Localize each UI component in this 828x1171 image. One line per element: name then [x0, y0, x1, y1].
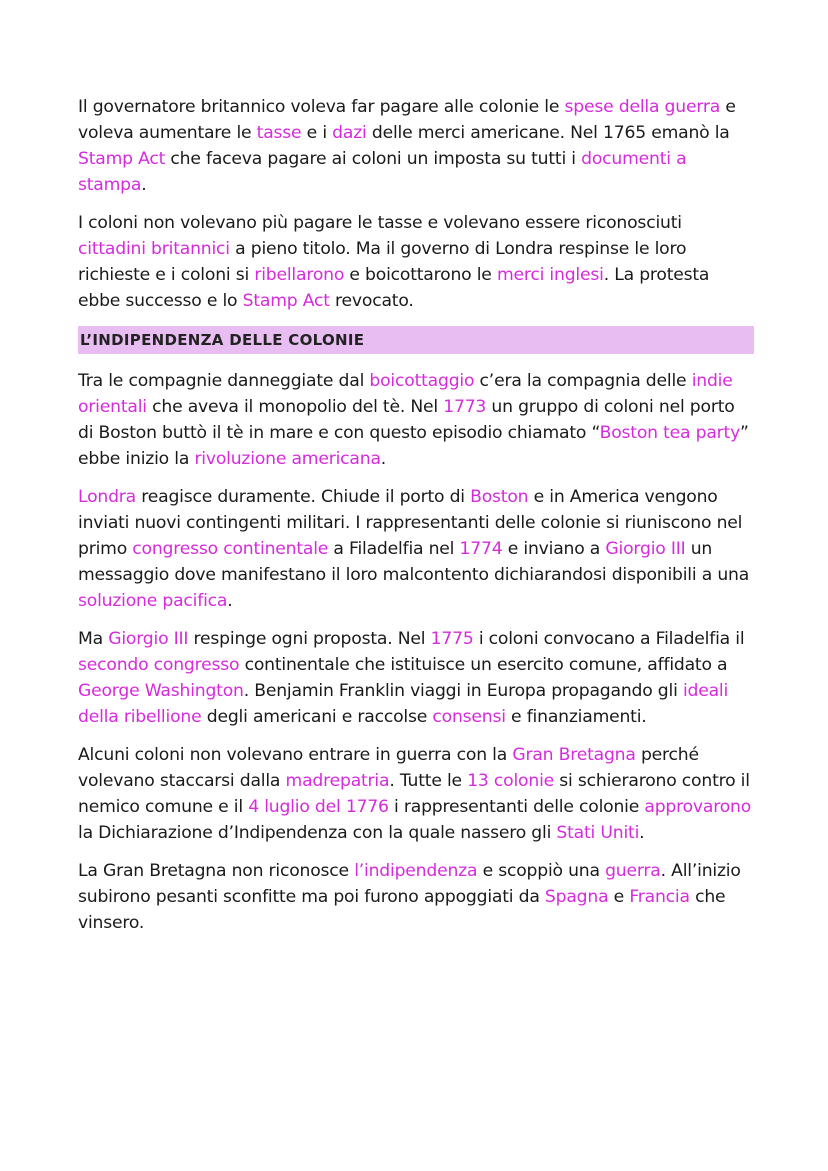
text-segment: . La protesta ebbe successo e lo [78, 265, 710, 311]
highlighted-term: consensi [432, 707, 506, 727]
highlighted-term: tasse [256, 123, 302, 143]
highlighted-term: Stati Uniti [556, 823, 640, 843]
text-segment: che aveva il monopolio del tè. Nel [146, 397, 444, 417]
highlighted-term: spese della guerra [564, 97, 721, 117]
highlighted-term: l’indipendenza [354, 861, 478, 881]
text-segment: c’era la compagnia delle [474, 371, 692, 391]
highlighted-term: Giorgio III [605, 539, 686, 559]
text-segment: . Tutte le [389, 771, 468, 791]
paragraph-dichiarazione [78, 742, 754, 846]
text-segment: Tra le compagnie danneggiate dal [78, 371, 370, 391]
text-segment: Il governatore britannico voleva far pagare alle colonie le [78, 97, 565, 117]
highlighted-term: cittadini britannici [78, 239, 230, 259]
text-segment: i coloni convocano a Filadelfia il [473, 629, 745, 649]
highlighted-term: Londra [78, 487, 136, 507]
paragraph-guerra [78, 858, 754, 936]
text-segment: e scoppiò una [477, 861, 606, 881]
highlighted-term: secondo congresso [78, 655, 240, 675]
highlighted-term: ribellarono [254, 265, 345, 285]
highlighted-term: documenti a stampa [78, 149, 687, 195]
text-segment: I coloni non volevano più pagare le tasse e volevano essere riconosciuti [78, 213, 682, 233]
text-segment: . [380, 449, 387, 469]
text-segment: perché volevano staccarsi dalla [78, 745, 699, 791]
document-page [78, 94, 754, 948]
highlighted-term: approvarono [644, 797, 752, 817]
text-segment: i rappresentanti delle colonie [388, 797, 645, 817]
paragraph-boston-tea-party [78, 368, 754, 472]
paragraph-coloni-ribellione [78, 210, 754, 314]
text-segment: Alcuni coloni non volevano entrare in guerra con la [78, 745, 513, 765]
paragraph-secondo-congresso [78, 626, 754, 730]
text-segment: . [141, 175, 147, 195]
text-segment: la Dichiarazione d’Indipendenza con la quale nassero gli [78, 823, 557, 843]
text-segment: degli americani e raccolse [201, 707, 433, 727]
text-segment: delle merci americane. Nel 1765 emanò la [366, 123, 730, 143]
text-segment: si schierarono contro il nemico comune e il [78, 771, 750, 817]
highlighted-term: soluzione pacifica [78, 591, 228, 611]
text-segment: e finanziamenti. [505, 707, 647, 727]
highlighted-term: rivoluzione americana [194, 449, 381, 469]
highlighted-term: Boston [470, 487, 529, 507]
highlighted-term: 1773 [443, 397, 487, 417]
text-segment: un messaggio dove manifestano il loro malcontento dichiarandosi disponibili a una [78, 539, 750, 585]
text-segment: Ma [78, 629, 109, 649]
highlighted-term: Francia [629, 887, 690, 907]
highlighted-term: George Washington [78, 681, 244, 701]
highlighted-term: indie orientali [78, 371, 733, 417]
highlighted-term: boicottaggio [369, 371, 475, 391]
paragraph-stamp-act [78, 94, 754, 198]
paragraph-primo-congresso [78, 484, 754, 614]
highlighted-term: Stamp Act [242, 291, 330, 311]
highlighted-term: Giorgio III [108, 629, 189, 649]
highlighted-term: Spagna [544, 887, 609, 907]
text-segment: La Gran Bretagna non riconosce [78, 861, 355, 881]
highlighted-term: 13 colonie [467, 771, 555, 791]
highlighted-term: congresso continentale [132, 539, 329, 559]
highlighted-term: madrepatria [285, 771, 390, 791]
text-segment: e in America vengono inviati nuovi contingenti militari. I rappresentanti delle colonie si riuniscono nel primo [78, 487, 743, 559]
text-segment: e inviano a [502, 539, 606, 559]
highlighted-term: ideali della ribellione [78, 681, 729, 727]
highlighted-term: Stamp Act [78, 149, 166, 169]
highlighted-term: Gran Bretagna [512, 745, 636, 765]
text-segment: . [227, 591, 233, 611]
highlighted-term: 1775 [430, 629, 474, 649]
highlighted-term: 1774 [459, 539, 503, 559]
text-segment: respinge ogni proposta. Nel [188, 629, 431, 649]
highlighted-term: dazi [332, 123, 367, 143]
text-segment: . Benjamin Franklin viaggi in Europa propagando gli [243, 681, 683, 701]
highlighted-term: 4 luglio del 1776 [248, 797, 389, 817]
text-segment: e voleva aumentare le [78, 97, 736, 143]
text-segment: e [608, 887, 630, 907]
text-segment: e i [301, 123, 333, 143]
text-segment: che vinsero. [78, 887, 726, 933]
text-segment: a pieno titolo. Ma il governo di Londra respinse le loro richieste e i coloni si [78, 239, 687, 285]
text-segment: e boicottarono le [344, 265, 497, 285]
text-segment: che faceva pagare ai coloni un imposta su tutti i [165, 149, 582, 169]
text-segment: reagisce duramente. Chiude il porto di [136, 487, 471, 507]
highlighted-term: merci inglesi [496, 265, 604, 285]
text-segment: . All’inizio subirono pesanti sconfitte ma poi furono appoggiati da [78, 861, 741, 907]
text-segment: . [639, 823, 645, 843]
section-heading: L’INDIPENDENZA DELLE COLONIE [78, 326, 754, 354]
text-segment: revocato. [329, 291, 414, 311]
text-segment: a Filadelfia nel [328, 539, 460, 559]
highlighted-term: guerra [605, 861, 661, 881]
text-segment: continentale che istituisce un esercito comune, affidato a [239, 655, 728, 675]
highlighted-term: Boston tea party [599, 423, 741, 443]
text-segment: un gruppo di coloni nel porto di Boston buttò il tè in mare e con questo episodio chiamato “ [78, 397, 735, 443]
text-segment: ” ebbe inizio la [78, 423, 749, 469]
